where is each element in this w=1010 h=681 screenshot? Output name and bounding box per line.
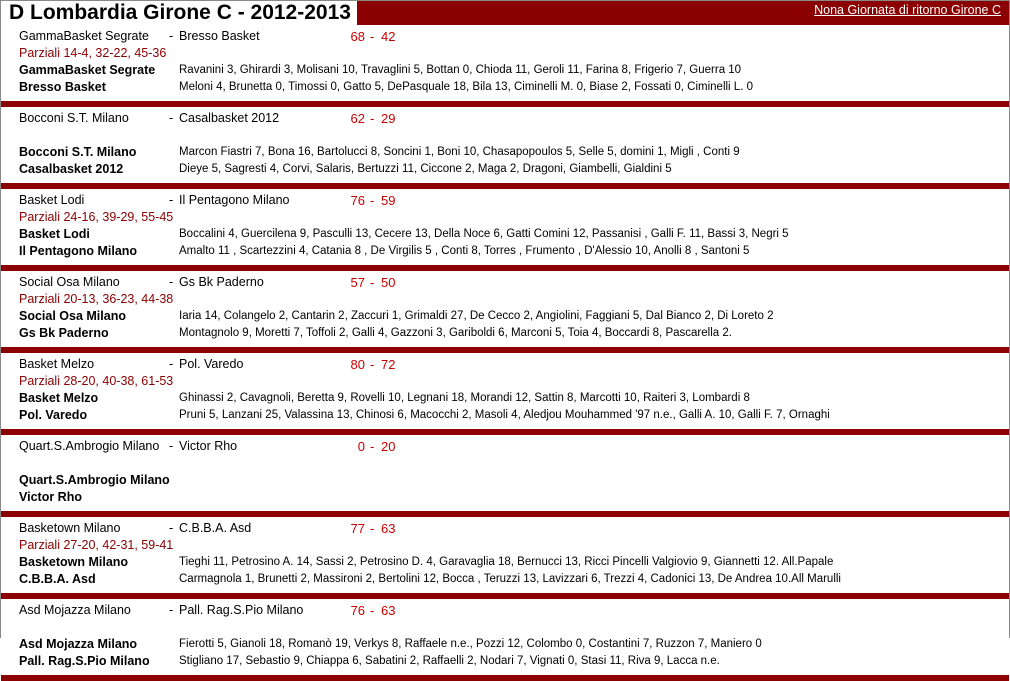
vs-dash: - [169,521,174,535]
away-score: 29 [381,111,396,126]
away-score: 42 [381,29,396,44]
partials-row [1,292,1009,309]
away-roster-team: Il Pentagono Milano [19,244,138,258]
away-team-name[interactable]: Pall. Rag.S.Pio Milano [179,603,304,617]
matchday-link[interactable]: Nona Giornata di ritorno Girone C [814,3,1001,17]
away-roster-row [1,572,1009,589]
home-roster-team: Bocconi S.T. Milano [19,145,137,159]
page-header [1,1,1009,25]
score-dash: - [370,29,375,44]
match-header-row [1,603,1009,620]
away-score: 50 [381,275,396,290]
partials-text: Parziali 27-20, 42-31, 59-41 [19,538,174,552]
away-team-name[interactable]: Il Pentagono Milano [179,193,290,207]
home-score: 77 [350,521,365,536]
vs-dash: - [169,29,174,43]
match-block [1,189,1009,265]
match-header-row [1,521,1009,538]
home-score: 80 [350,357,365,372]
score-dash: - [370,275,375,290]
away-team-name[interactable]: Victor Rho [179,439,238,453]
away-roster-players: Dieye 5, Sagresti 4, Corvi, Salaris, Bertuzzi 11, Ciccone 2, Maga 2, Dragoni, Giambelli, Gialdini 5 [179,163,672,175]
away-team-name[interactable]: Casalbasket 2012 [179,111,280,125]
partials-row [1,620,1009,637]
score-dash: - [370,439,375,454]
away-roster-players: Montagnolo 9, Moretti 7, Toffoli 2, Galli 4, Gazzoni 3, Gariboldi 6, Marconi 5, Toia 4, Boccardi 8, Pascarella 2. [179,327,732,339]
partials-text: Parziali 14-4, 32-22, 45-36 [19,46,167,60]
block-padding [1,261,1009,265]
away-roster-team: Pall. Rag.S.Pio Milano [19,654,150,668]
block-padding [1,97,1009,101]
away-team-name[interactable]: Gs Bk Paderno [179,275,264,289]
block-padding [1,507,1009,511]
home-roster-players: Boccalini 4, Guercilena 9, Pasculli 13, Cecere 13, Della Noce 6, Gatti Comini 12, Passanisi , Galli F. 11, Bassi 3, Negri 5 [179,228,789,240]
away-score: 63 [381,603,396,618]
score-dash: - [370,521,375,536]
away-roster-row [1,80,1009,97]
home-score: 0 [357,439,365,454]
home-roster-team: Basket Melzo [19,391,99,405]
match-header-row [1,357,1009,374]
partials-row [1,538,1009,555]
away-roster-players: Amalto 11 , Scartezzini 4, Catania 8 , De Virgilis 5 , Conti 8, Torres , Frumento , D'Alessio 10, Anolli 8 , Santoni 5 [179,245,750,257]
partials-row [1,374,1009,391]
home-score: 76 [350,193,365,208]
home-roster-team: Asd Mojazza Milano [19,637,138,651]
match-header-row [1,111,1009,128]
away-roster-row [1,244,1009,261]
match-block [1,599,1009,675]
match-separator [1,675,1009,681]
home-team-name[interactable]: Basketown Milano [19,521,121,535]
home-roster-team: Quart.S.Ambrogio Milano [19,473,170,487]
away-roster-row [1,326,1009,343]
block-padding [1,343,1009,347]
block-padding [1,425,1009,429]
match-header-row [1,439,1009,456]
away-roster-row [1,654,1009,671]
away-roster-players: Meloni 4, Brunetta 0, Timossi 0, Gatto 5, DePasquale 18, Bila 13, Ciminelli M. 0, Biase 2, Fossati 0, Ciminelli L. 0 [179,81,753,93]
partials-row [1,456,1009,473]
home-team-name[interactable]: GammaBasket Segrate [19,29,149,43]
away-roster-team: C.B.B.A. Asd [19,572,96,586]
match-block [1,435,1009,511]
partials-row [1,46,1009,63]
home-roster-row [1,555,1009,572]
home-roster-row [1,473,1009,490]
home-roster-row [1,637,1009,654]
home-team-name[interactable]: Quart.S.Ambrogio Milano [19,439,160,453]
home-score: 62 [350,111,365,126]
match-header-row [1,193,1009,210]
home-score: 76 [350,603,365,618]
home-roster-players: Iaria 14, Colangelo 2, Cantarin 2, Zaccuri 1, Grimaldi 27, De Cecco 2, Angiolini, Faggiani 5, Dal Bianco 2, Di Loreto 2 [179,310,774,322]
home-score: 68 [350,29,365,44]
away-score: 72 [381,357,396,372]
home-score: 57 [350,275,365,290]
vs-dash: - [169,193,174,207]
home-roster-players: Tieghi 11, Petrosino A. 14, Sassi 2, Petrosino D. 4, Garavaglia 18, Bernucci 13, Ricci Pincelli Valgiovio 9, Giannetti 12. All.Papale [179,556,834,568]
home-roster-team: Basket Lodi [19,227,90,241]
vs-dash: - [169,275,174,289]
home-team-name[interactable]: Social Osa Milano [19,275,120,289]
score-dash: - [370,193,375,208]
partials-text: Parziali 20-13, 36-23, 44-38 [19,292,174,306]
home-team-name[interactable]: Basket Lodi [19,193,85,207]
home-roster-players: Ravanini 3, Ghirardi 3, Molisani 10, Travaglini 5, Bottan 0, Chioda 11, Geroli 11, Farina 8, Frigerio 7, Guerra 10 [179,64,742,76]
away-roster-players: Stigliano 17, Sebastio 9, Chiappa 6, Sabatini 2, Raffaelli 2, Nodari 7, Vignati 0, Stasi 11, Riva 9, Lacca n.e. [179,655,720,667]
matches-list [1,25,1009,681]
away-roster-team: Gs Bk Paderno [19,326,109,340]
match-block [1,25,1009,101]
home-roster-row [1,309,1009,326]
partials-row [1,210,1009,227]
away-roster-players: Pruni 5, Lanzani 25, Valassina 13, Chinosi 6, Macocchi 2, Masoli 4, Aledjou Mouhammed '97 n.e., Galli A. 10, Galli F. 7, Ornaghi [179,409,830,421]
home-roster-players: Fierotti 5, Gianoli 18, Romanò 19, Verkys 8, Raffaele n.e., Pozzi 12, Colombo 0, Costantini 7, Ruzzon 7, Maniero 0 [179,638,762,650]
home-roster-team: Basketown Milano [19,555,129,569]
home-roster-row [1,145,1009,162]
score-dash: - [370,111,375,126]
away-roster-team: Casalbasket 2012 [19,162,124,176]
away-roster-row [1,408,1009,425]
away-roster-players: Carmagnola 1, Brunetti 2, Massironi 2, Bertolini 12, Bocca , Teruzzi 13, Lavizzari 6, Trezzi 4, Cadonici 13, De Andrea 10.All Marulli [179,573,841,585]
home-team-name[interactable]: Basket Melzo [19,357,95,371]
away-team-name[interactable]: C.B.B.A. Asd [179,521,252,535]
block-padding [1,671,1009,675]
vs-dash: - [169,603,174,617]
match-block [1,517,1009,593]
away-team-name[interactable]: Pol. Varedo [179,357,244,371]
home-roster-players: Ghinassi 2, Cavagnoli, Beretta 9, Rovelli 10, Legnani 18, Morandi 12, Sattin 8, Marcotti 10, Raiteri 3, Lombardi 8 [179,392,750,404]
home-team-name[interactable]: Bocconi S.T. Milano [19,111,129,125]
score-dash: - [370,357,375,372]
away-roster-team: Pol. Varedo [19,408,88,422]
match-block [1,353,1009,429]
away-team-name[interactable]: Bresso Basket [179,29,260,43]
away-score: 59 [381,193,396,208]
vs-dash: - [169,111,174,125]
score-dash: - [370,603,375,618]
partials-text: Parziali 24-16, 39-29, 55-45 [19,210,174,224]
block-padding [1,589,1009,593]
away-roster-row [1,162,1009,179]
page-title: D Lombardia Girone C - 2012-2013 [1,1,357,25]
home-roster-row [1,63,1009,80]
away-roster-team: Bresso Basket [19,80,106,94]
match-block [1,107,1009,183]
home-team-name[interactable]: Asd Mojazza Milano [19,603,131,617]
vs-dash: - [169,439,174,453]
home-roster-row [1,391,1009,408]
match-block [1,271,1009,347]
home-roster-team: Social Osa Milano [19,309,126,323]
home-roster-team: GammaBasket Segrate [19,63,156,77]
match-header-row [1,275,1009,292]
match-header-row [1,29,1009,46]
away-score: 63 [381,521,396,536]
away-roster-row [1,490,1009,507]
away-score: 20 [381,439,396,454]
home-roster-players: Marcon Fiastri 7, Bona 16, Bartolucci 8, Soncini 1, Boni 10, Chasapopoulos 5, Selle 5, domini 1, Migli , Conti 9 [179,146,740,158]
partials-row [1,128,1009,145]
partials-text: Parziali 28-20, 40-38, 61-53 [19,374,174,388]
away-roster-team: Victor Rho [19,490,82,504]
block-padding [1,179,1009,183]
vs-dash: - [169,357,174,371]
home-roster-row [1,227,1009,244]
